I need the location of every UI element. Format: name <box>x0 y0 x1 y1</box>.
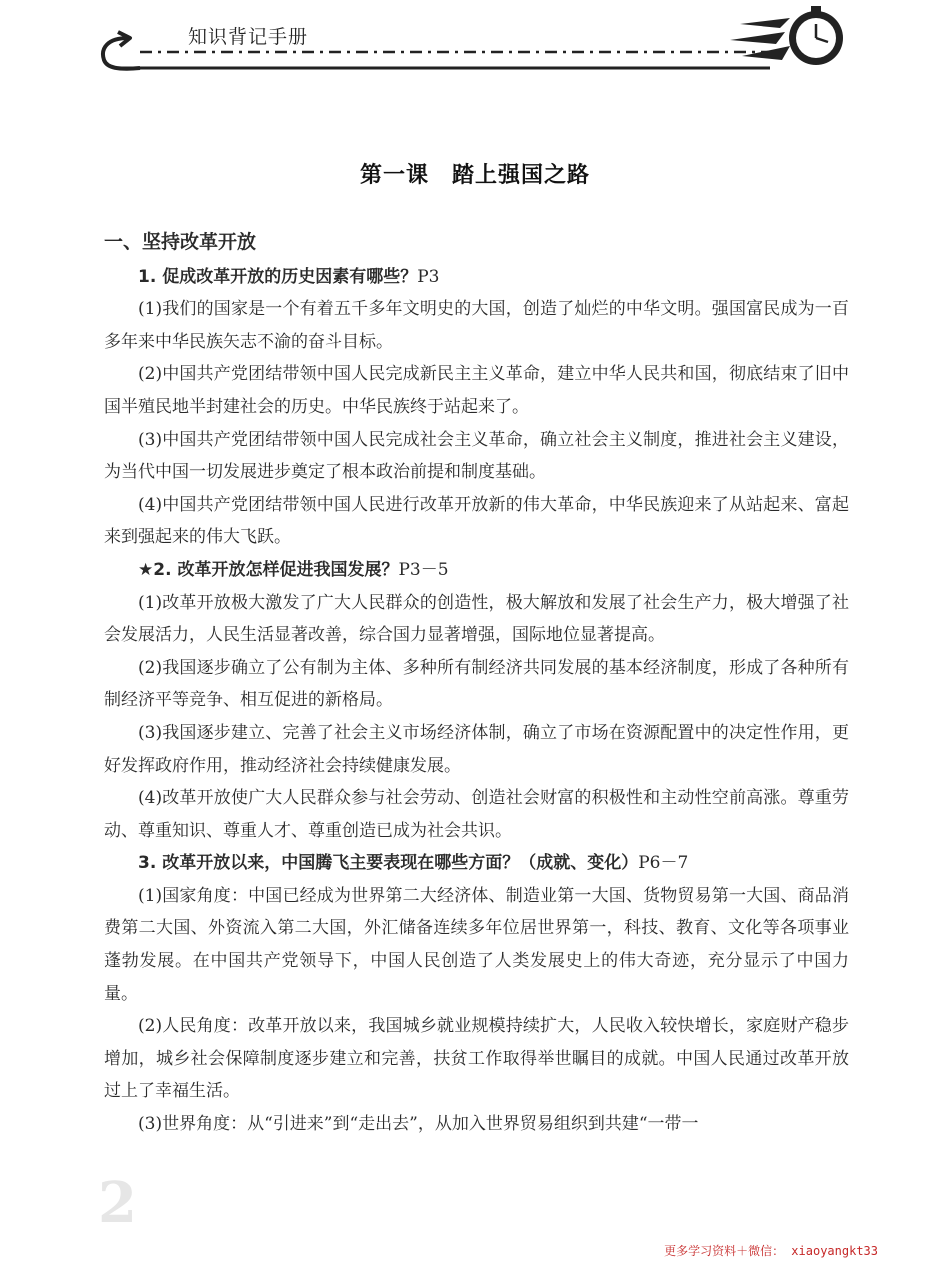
paragraph: (2)人民角度：改革开放以来，我国城乡就业规模持续扩大，人民收入较快增长，家庭财产稳步增加，城乡社会保障制度逐步建立和完善，扶贫工作取得举世瞩目的成就。中国人民通过改革开放过上了幸福生活。 <box>104 1016 849 1102</box>
page-header <box>0 0 950 80</box>
question-text: ★2. 改革开放怎样促进我国发展？ <box>138 559 399 580</box>
flame-icon <box>730 18 790 60</box>
paragraph: (4)中国共产党团结带领中国人民进行改革开放新的伟大革命，中华民族迎来了从站起来、富起来到强起来的伟大飞跃。 <box>104 494 849 548</box>
paragraph: (2)中国共产党团结带领中国人民完成新民主主义革命，建立中华人民共和国，彻底结束了旧中国半殖民地半封建社会的历史。中华民族终于站起来了。 <box>104 364 849 417</box>
paragraph: (1)我们的国家是一个有着五千多年文明史的大国，创造了灿烂的中华文明。强国富民成为一百多年来中华民族矢志不渝的奋斗目标。 <box>104 299 849 352</box>
header-title: 知识背记手册 <box>188 26 309 48</box>
paragraph: (2)我国逐步确立了公有制为主体、多种所有制经济共同发展的基本经济制度，形成了各种所有制经济平等竞争、相互促进的新格局。 <box>104 657 849 711</box>
question-2 <box>104 554 849 587</box>
question-text: 1. 促成改革开放的历史因素有哪些？ <box>138 266 418 287</box>
paragraph: (3)中国共产党团结带领中国人民完成社会主义革命，确立社会主义制度，推进社会主义建设，为当代中国一切发展进步奠定了根本政治前提和制度基础。 <box>104 429 849 483</box>
header-decoration <box>0 0 950 80</box>
paragraph: (4)改革开放使广大人民群众参与社会劳动、创造社会财富的积极性和主动性空前高涨。尊重劳动、尊重知识、尊重人才、尊重创造已成为社会共识。 <box>104 788 849 841</box>
content <box>104 222 849 1141</box>
section-heading: 一、坚持改革开放 <box>104 231 257 253</box>
page-number: 2 <box>98 1170 137 1236</box>
paragraph: (1)国家角度：中国已经成为世界第二大经济体、制造业第一大国、货物贸易第一大国、商品消费第二大国、外资流入第二大国，外汇储备连续多年位居世界第一，科技、教育、文化等各项事业蓬勃发展。在中国共产党领导下，中国人民创造了人类发展史上的伟大奇迹，充分显示了中国力量。 <box>104 885 849 1004</box>
question-1 <box>104 261 849 294</box>
lesson-title: 第一课 踏上强国之路 <box>359 163 590 188</box>
paragraph: (3)我国逐步建立、完善了社会主义市场经济体制，确立了市场在资源配置中的决定性作用，更好发挥政府作用，推动经济社会持续健康发展。 <box>104 722 849 776</box>
question-3 <box>104 847 849 880</box>
clock-icon <box>789 6 843 65</box>
page-reference: P6－7 <box>638 853 689 874</box>
page-reference: P3 <box>417 266 440 287</box>
watermark-text: 更多学习资料＋微信： xiaoyangkt33 <box>664 1244 878 1258</box>
page-reference: P3－5 <box>398 559 449 580</box>
question-text: 3. 改革开放以来，中国腾飞主要表现在哪些方面？（成就、变化） <box>138 853 639 874</box>
paragraph: (3)世界角度：从“引进来”到“走出去”，从加入世界贸易组织到共建“一带一 <box>138 1114 699 1135</box>
paragraph: (1)改革开放极大激发了广大人民群众的创造性，极大解放和发展了社会生产力，极大增强了社会发展活力，人民生活显著改善，综合国力显著增强，国际地位显著提高。 <box>104 592 849 646</box>
